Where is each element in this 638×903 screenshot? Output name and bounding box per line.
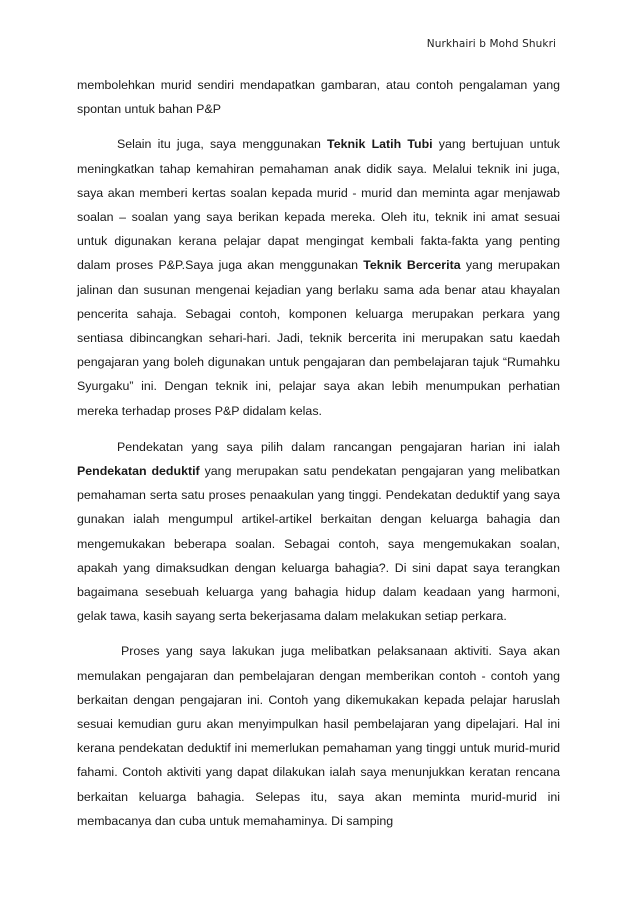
document-body (77, 73, 560, 833)
paragraph-2-text-1: Selain itu juga, saya menggunakan (117, 137, 328, 152)
paragraph-2-bold-teknik-bercerita: Teknik Bercerita (363, 258, 461, 273)
paragraph-3 (77, 435, 560, 629)
page-header-author: Nurkhairi b Mohd Shukri (426, 38, 556, 50)
paragraph-2-text-3: yang merupakan jalinan dan susunan mengenai kejadian yang berlaku sama ada benar atau khayalan pencerita sahaja. Sebagai contoh, komponen keluarga merupakan perkara yang sentiasa dibincangkan sehari-hari. Jadi, teknik bercerita ini merupakan satu kaedah pengajaran yang boleh digunakan untuk pengajaran dan pembelajaran tajuk “Rumahku Syurgaku” ini. Dengan teknik ini, pelajar saya akan lebih menumpukan perhatian mereka terhadap proses P&P didalam kelas. (77, 258, 560, 418)
paragraph-3-text-1: Pendekatan yang saya pilih dalam rancangan pengajaran harian ini ialah (117, 439, 560, 454)
paragraph-4: Proses yang saya lakukan juga melibatkan pelaksanaan aktiviti. Saya akan memulakan pengajaran dan pembelajaran dengan memberikan contoh - contoh yang berkaitan dengan pengajaran ini. Contoh yang dikemukakan kepada pelajar haruslah sesuai kemudian guru akan menyimpulkan hasil pembelajaran yang dipelajari. Hal ini kerana pendekatan deduktif ini memerlukan pemahaman yang tinggi untuk murid-murid fahami. Contoh aktiviti yang dapat dilakukan ialah saya menunjukkan keratan rencana berkaitan keluarga bahagia. Selepas itu, saya akan meminta murid-murid ini membacanya dan cuba untuk memahaminya. Di samping (77, 644, 560, 828)
paragraph-2-bold-teknik-latih-tubi: Teknik Latih Tubi (327, 137, 433, 152)
paragraph-3-text-2: yang merupakan satu pendekatan pengajaran yang melibatkan pemahaman serta satu proses penaakulan yang tinggi. Pendekatan deduktif yang saya gunakan ialah mengumpul artikel-artikel berkaitan dengan keluarga bahagia dan mengemukakan beberapa soalan. Sebagai contoh, saya mengemukakan soalan, apakah yang dimaksudkan dengan keluarga bahagia?. Di sini dapat saya terangkan bagaimana sesebuah keluarga yang bahagia hidup dalam keadaan yang harmoni, gelak tawa, kasih sayang serta bekerjasama dalam melakukan setiap perkara. (77, 464, 560, 624)
paragraph-2-text-2: yang bertujuan untuk meningkatkan tahap kemahiran pemahaman anak didik saya. Melalui teknik ini juga, saya akan memberi kertas soalan kepada murid - murid dan meminta agar menjawab soalan – soalan yang saya berikan kepada mereka. Oleh itu, teknik ini amat sesuai untuk digunakan kerana pelajar dapat mengingat kembali fakta-fakta yang penting dalam proses P&P.Saya juga akan menggunakan (77, 137, 560, 273)
paragraph-1: membolehkan murid sendiri mendapatkan gambaran, atau contoh pengalaman yang spontan untuk bahan P&P (77, 78, 560, 117)
paragraph-2 (77, 132, 560, 422)
paragraph-3-bold-pendekatan-deduktif: Pendekatan deduktif (77, 464, 200, 479)
